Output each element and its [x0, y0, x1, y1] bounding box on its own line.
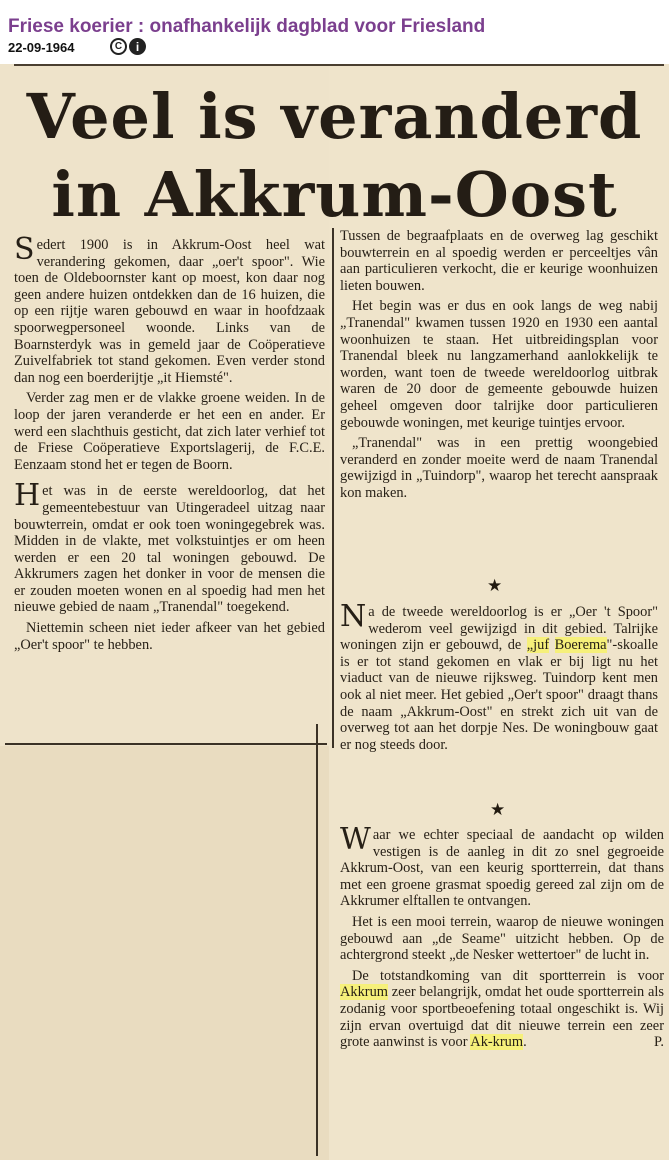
- text-segment: Na de tweede wereldoorlog is er „Oer 't Spoor" wederom veel gewijzigd in dit gebied. Talrijke woningen zijn er gebouwd, de: [340, 599, 658, 654]
- headline-line-2: in Akkrum-Oost: [51, 158, 618, 231]
- author-signature: P.: [653, 1034, 664, 1051]
- text-segment: "-skoalle is er tot stand gekomen en vlak er bij ligt nu het viaduct van de nieuwe rijksweg. Tuindorp kent men ook al niet meer. Het gebied „Oer't spoor" draagt thans de naam „Akkrum-Oost" en strekt zich uit van de overweg tot aan het dorpje Nes. De woningbouw gaat er nog steeds door.: [340, 637, 658, 753]
- article-column-2: [340, 228, 658, 506]
- paragraph: Sedert 1900 is in Akkrum-Oost heel wat verandering gekomen, daar „oer't spoor". Wie toen de Oldeboornster kant op moest, kon daar nog geen andere huizen ontdekken dan de 16 huizen, die op een rijtje waren gebouwd en waar in hoofdzaak spoorwegpersoneel woonde. Links van de Boarnsterdyk was in gemeld jaar de Coöperatieve Zuivelfabriek tot stand gekomen. Even verder stond dan nog een boerderijtje „it Hiemsté".: [14, 232, 325, 386]
- bottom-rule-left: [5, 743, 327, 745]
- paragraph: Tussen de begraafplaats en de overweg lag geschikt bouwterrein en al spoedig werden er perceeltjes vân aan particulieren verkocht, die er keurige woonhuizen lieten bouwen.: [340, 228, 658, 294]
- publication-date: 22-09-1964: [8, 40, 75, 55]
- article-headline: [0, 78, 669, 234]
- column-divider-lower: [316, 724, 318, 1156]
- paragraph: „Tranendal" was in een prettig woongebied veranderd en zonder moeite werd de naam Tranendal gewijzigd in „Tuindorp", waarop het terecht aanspraak kon maken.: [340, 435, 658, 501]
- highlighted-term: Boerema: [554, 637, 607, 654]
- newspaper-clipping: [0, 64, 669, 1160]
- article-column-4: [340, 822, 664, 1055]
- text-segment: De totstandkoming van dit sportterrein is voor: [352, 967, 664, 984]
- page-header: [0, 0, 669, 64]
- article-column-1: [14, 232, 325, 657]
- paragraph: [340, 599, 658, 753]
- headline-line-1: Veel is veranderd: [26, 80, 643, 153]
- paragraph: Het was in de eerste wereldoorlog, dat het gemeentebestuur van Utingeradeel uitzag naar bouwterrein, omdat er ook toen woningegebrek was. Midden in de vlakte, met volkstuintjes er om heen werden er een 20 tal woningen gebouwd. De Akkrumers zagen het donker in voor de mensen die er zouden moeten wonen en al spoedig had men het nieuwe gebied de naam „Tranendal" toegekend.: [14, 478, 325, 616]
- license-badges[interactable]: [110, 38, 146, 55]
- highlighted-term: „juf: [526, 637, 550, 654]
- paragraph: Verder zag men er de vlakke groene weiden. In de loop der jaren veranderde er het een en ander. Er werd een slachthuis gesticht, dat zich later verhief tot de Friese Coöperatieve Exportslagerij, de F.C.E. Eenzaam stond het er tegen de Boorn.: [14, 390, 325, 473]
- column-divider: [332, 228, 334, 748]
- cc-icon[interactable]: C: [110, 38, 127, 55]
- paragraph: Het is een mooi terrein, waarop de nieuwe woningen gebouwd aan „de Seame" uitzicht hebben. Op de achtergrond steekt „de Nesker wettertoer" de lucht in.: [340, 913, 664, 964]
- top-rule: [14, 64, 664, 66]
- paragraph: [340, 968, 664, 1051]
- info-icon[interactable]: i: [129, 38, 146, 55]
- highlighted-term: Akkrum: [340, 984, 388, 1001]
- text-segment: zeer belangrijk, omdat het oude sportterrein als zodanig voor sportbeoefening totaal ongeschikt is. Wij zijn ervan overtuigd dat dit nieuwe terrein een zeer grote aanwinst is voor: [340, 984, 664, 1051]
- paragraph: Waar we echter speciaal de aandacht op wilden vestigen is de aanleg in dit zo snel gegroeide Akkrum-Oost, van een keurig sportterrein, dat thans met een groene grasmat spoedig gereed zal zijn om de Akkrumer elftallen te ontvangen.: [340, 822, 664, 910]
- highlighted-term: Ak-krum: [470, 1034, 524, 1051]
- paragraph: Het begin was er dus en ook langs de weg nabij „Tranendal" kwamen tussen 1920 en 1930 een aantal woonhuizen te staan. Het uitbreidingsplan voor Tranendal bleek nu langzamerhand aanlokkelijk te worden, want toen de tweede wereldoorlog uitbrak waren de 20 door de gemeente gebouwde huizen geheel omgeven door talrijke door particulieren gebouwde woningen, met keurige tuintjes ervoor.: [340, 298, 658, 431]
- article-column-3: [340, 599, 658, 757]
- publication-title[interactable]: Friese koerier : onafhankelijk dagblad voor Friesland: [8, 16, 486, 37]
- text-segment: .: [523, 1034, 527, 1051]
- paragraph: Niettemin scheen niet ieder afkeer van het gebied „Oer't spoor" te hebben.: [14, 620, 325, 653]
- section-separator-star: ★: [490, 800, 506, 820]
- section-separator-star: ★: [487, 576, 503, 596]
